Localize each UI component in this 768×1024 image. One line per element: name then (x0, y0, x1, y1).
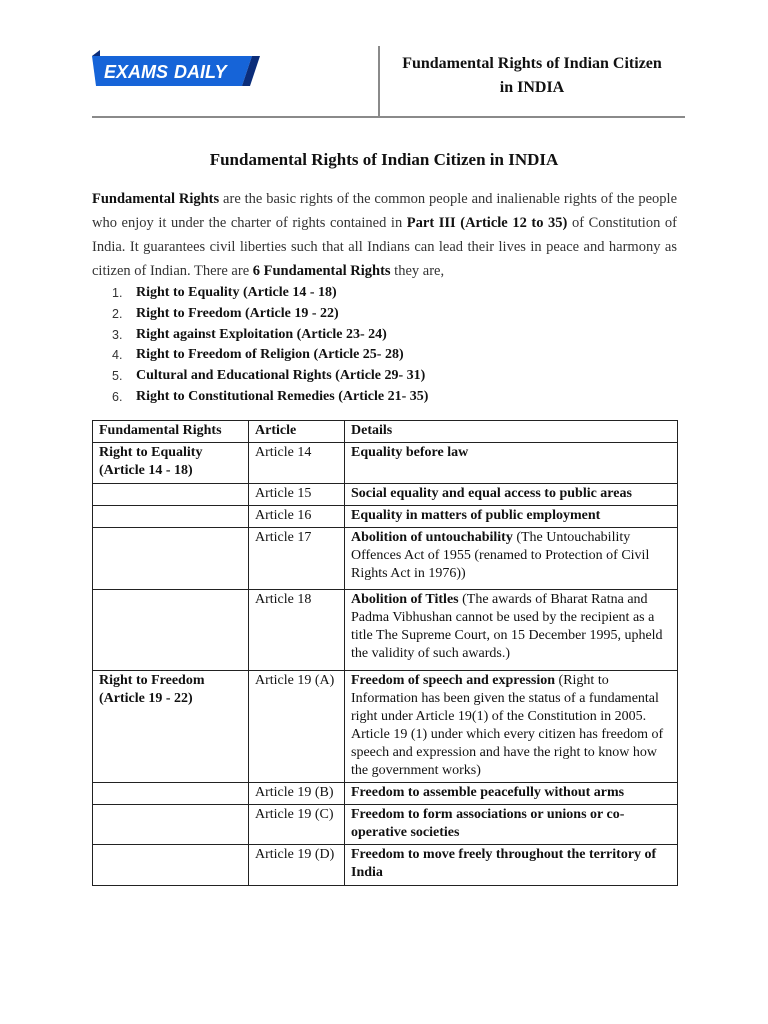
cell-right (93, 845, 249, 886)
cell-right (93, 805, 249, 845)
intro-text-2: of Constitution of India. It guarantees civil liberties such that all Indians can lead their lives in peace and harmony as citizen of Indian. There are (92, 215, 677, 279)
detail-bold: Equality before law (351, 445, 469, 460)
table-row (93, 506, 678, 528)
intro-text-3: they are, (390, 263, 445, 279)
list-item (92, 304, 677, 325)
table-row (93, 443, 678, 484)
detail-bold: Freedom to move freely throughout the territory of India (351, 847, 657, 880)
detail-bold: Equality in matters of public employment (351, 508, 601, 523)
cell-right (93, 528, 249, 590)
cell-article: Article 19 (C) (249, 805, 345, 845)
table-row (93, 805, 678, 845)
detail-text: (The awards of Bharat Ratna and Padma Vibhushan cannot be used by the recipient as a title The Supreme Court, on 15 December 1995, upheld the validity of such awards.) (351, 592, 663, 661)
cell-details (345, 783, 678, 805)
cell-article: Article 19 (D) (249, 845, 345, 886)
rights-list (92, 283, 677, 408)
cell-details (345, 528, 678, 590)
intro-bold-2: Part III (Article 12 to 35) (406, 215, 568, 231)
intro-text-1: are the basic rights of the common people and inalienable rights of the people who enjoy it under the charter of rights contained in (92, 191, 678, 231)
list-item-text: Cultural and Educational Rights (Article 29- 31) (136, 368, 426, 384)
cell-details (345, 845, 678, 886)
header-title-line1: Fundamental Rights of Indian Citizen (402, 55, 662, 72)
list-item-number: 6. (112, 389, 123, 404)
page-header (0, 0, 768, 120)
cell-article: Article 18 (249, 590, 345, 671)
table-header-row (93, 421, 678, 443)
cell-article: Article 19 (B) (249, 783, 345, 805)
table-row (93, 590, 678, 671)
cell-details (345, 590, 678, 671)
table-row (93, 845, 678, 886)
detail-bold: Freedom of speech and expression (351, 673, 556, 688)
list-item (92, 345, 677, 366)
list-item-number: 5. (112, 369, 123, 384)
cell-details (345, 671, 678, 783)
list-item-text: Right to Constitutional Remedies (Article 21- 35) (136, 388, 429, 404)
table-row (93, 484, 678, 506)
detail-bold: Abolition of untouchability (351, 530, 513, 545)
list-item-number: 2. (112, 306, 123, 321)
logo-text-exams: EXAMS (104, 62, 169, 82)
detail-bold: Freedom to form associations or unions or co-operative societies (351, 807, 625, 840)
list-item-number: 3. (112, 327, 123, 342)
rights-table (92, 420, 678, 886)
list-item-text: Right to Equality (Article 14 - 18) (136, 285, 337, 300)
list-item (92, 366, 677, 387)
header-vertical-divider (378, 46, 380, 116)
detail-bold: Social equality and equal access to public areas (351, 486, 632, 501)
cell-article: Article 14 (249, 443, 345, 484)
cell-right (93, 484, 249, 506)
cell-article: Article 17 (249, 528, 345, 590)
detail-text: (The Untouchability Offences Act of 1955 (renamed to Protection of Civil Rights Act in 1976)) (351, 530, 650, 581)
cell-details (345, 506, 678, 528)
table-row (93, 528, 678, 590)
list-item (92, 325, 677, 346)
table-row (93, 671, 678, 783)
header-title (382, 52, 682, 100)
intro-paragraph (92, 187, 677, 283)
list-item (92, 283, 677, 304)
list-item-text: Right to Freedom (Article 19 - 22) (136, 305, 339, 321)
logo-text-daily: DAILY (174, 62, 227, 82)
cell-right (93, 783, 249, 805)
cell-details (345, 805, 678, 845)
document-title: Fundamental Rights of Indian Citizen in INDIA (209, 150, 559, 169)
cell-right (93, 590, 249, 671)
detail-bold: Freedom to assemble peacefully without arms (351, 785, 625, 800)
cell-right: Right to Freedom (Article 19 - 22) (93, 671, 249, 783)
cell-article: Article 16 (249, 506, 345, 528)
table-row (93, 783, 678, 805)
list-item (92, 387, 677, 408)
list-item-text: Right against Exploitation (Article 23- 24) (136, 326, 387, 342)
list-item-text: Right to Freedom of Religion (Article 25- 28) (136, 347, 404, 363)
cell-article: Article 19 (A) (249, 671, 345, 783)
intro-bold-3: 6 Fundamental Rights (252, 263, 391, 279)
cell-details (345, 443, 678, 484)
header-article: Article (249, 421, 345, 443)
header-horizontal-divider (92, 116, 685, 118)
header-title-line2: in INDIA (499, 79, 565, 96)
exams-daily-logo (92, 50, 262, 92)
list-item-number: 4. (112, 348, 123, 363)
cell-right: Right to Equality (Article 14 - 18) (93, 443, 249, 484)
intro-bold-1: Fundamental Rights (92, 191, 220, 207)
detail-text: (Right to Information has been given the status of a fundamental right under Article 19(1) of the Constitution in 2005. Article 19 (1) under which every citizen has freedom of speech and expression and have the right to know how the government works) (351, 673, 664, 778)
list-item-number: 1. (112, 286, 123, 300)
header-fundamental-rights: Fundamental Rights (93, 421, 249, 443)
detail-bold: Abolition of Titles (351, 592, 459, 607)
header-details: Details (345, 421, 678, 443)
cell-article: Article 15 (249, 484, 345, 506)
cell-details (345, 484, 678, 506)
cell-right (93, 506, 249, 528)
